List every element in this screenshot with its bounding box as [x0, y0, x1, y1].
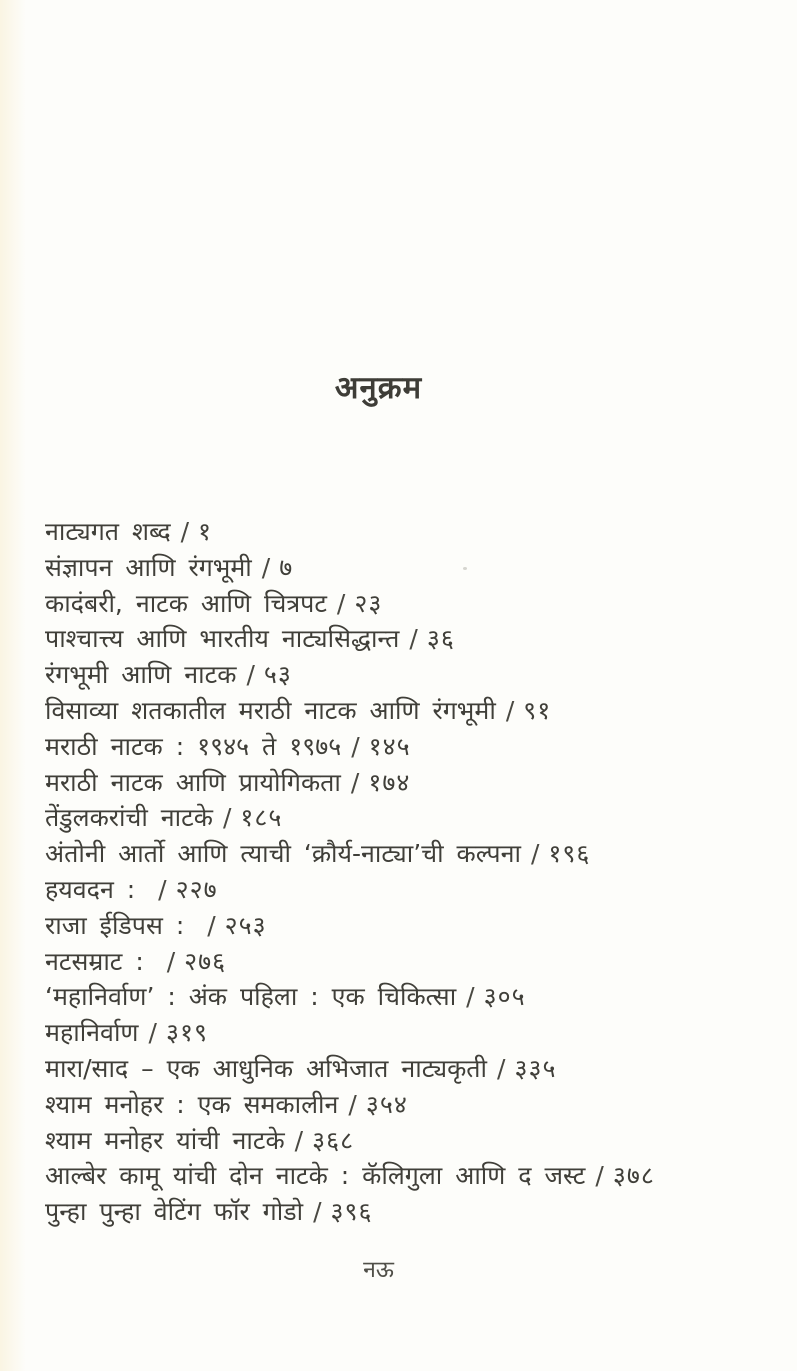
toc-entry [45, 693, 767, 729]
toc-entry-separator: / [180, 517, 190, 546]
toc-entry-separator: / [595, 1161, 604, 1191]
toc-entry [45, 1015, 767, 1051]
toc-entry-label: श्याम मनोहर : एक समकालीन [45, 1089, 339, 1119]
toc-entry [45, 621, 767, 657]
toc-entry-separator: / [336, 588, 346, 618]
toc-entry-separator: / [530, 839, 540, 869]
toc-entry-label: आल्बेर कामू यांची दोन नाटके : कॅलिगुला आणि द जस्ट [45, 1161, 586, 1191]
toc-entry-separator: / [348, 1089, 357, 1119]
toc-entry-page-number: ३०५ [483, 982, 526, 1012]
scan-speck [463, 567, 467, 570]
toc-entry-label: ‘महानिर्वाण’ : अंक पहिला : एक चिकित्सा [45, 982, 457, 1012]
toc-entry-page-number: २५३ [224, 910, 267, 940]
toc-entry-label: संज्ञापन आणि रंगभूमी [45, 552, 252, 582]
page-title: अनुक्रम [334, 370, 423, 406]
toc-entry [45, 514, 767, 550]
toc-entry [45, 872, 767, 908]
toc-entry-label: तेंडुलकरांची नाटके [45, 803, 213, 833]
toc-entry-page-number: ३१९ [165, 1018, 208, 1048]
toc-entry-separator: / [351, 731, 360, 761]
toc-entry-separator: / [166, 946, 176, 976]
toc-entry-separator: / [246, 660, 255, 690]
page-number-footer: नऊ [363, 1257, 394, 1283]
toc-entry-separator: / [350, 767, 360, 797]
toc-entry-separator: / [148, 1018, 157, 1048]
toc-entry-label: मराठी नाटक आणि प्रायोगिकता [45, 767, 341, 797]
toc-entry-label: विसाव्या शतकातील मराठी नाटक आणि रंगभूमी [45, 695, 496, 725]
toc-entry-page-number: २२७ [175, 874, 218, 904]
toc-entry-separator: / [466, 982, 475, 1012]
toc-entry-page-number: ३६८ [312, 1125, 355, 1155]
toc-entry-label: महानिर्वाण [45, 1018, 139, 1048]
toc-entry-page-number: २७६ [184, 946, 227, 976]
toc-entry-label: राजा ईडिपस : [45, 910, 198, 940]
toc-entry [45, 979, 767, 1015]
toc-entry [45, 1123, 767, 1159]
toc-entry-page-number: ७ [279, 552, 294, 582]
toc-entry [45, 800, 767, 836]
toc-entry [45, 1158, 767, 1194]
toc-entry-label: रंगभूमी आणि नाटक [45, 660, 237, 690]
toc-entry-label: नटसम्राट : [45, 946, 157, 976]
toc-entry-separator: / [409, 624, 418, 654]
toc-entry-label: पाश्चात्त्य आणि भारतीय नाट्यसिद्धान्त [45, 624, 400, 654]
toc-entry-separator: / [294, 1125, 304, 1155]
toc-entry-separator: / [222, 803, 232, 833]
toc-entry [45, 1194, 767, 1230]
toc-entry-label: नाट्यगत शब्द [45, 517, 171, 546]
toc-entry-page-number: ३७८ [612, 1161, 655, 1191]
toc-entry-page-number: १७४ [368, 767, 411, 797]
toc-entry-page-number: ९१ [523, 695, 552, 725]
toc-entry-separator: / [313, 1197, 322, 1227]
toc-entry-separator: / [505, 695, 515, 725]
toc-entry [45, 657, 767, 693]
toc-entry [45, 908, 767, 944]
toc-entry-label: कादंबरी, नाटक आणि चित्रपट [45, 588, 327, 618]
toc-entry-label: हयवदन : [45, 874, 149, 904]
toc-entry-label: श्याम मनोहर यांची नाटके [45, 1125, 285, 1155]
toc-entry [45, 550, 767, 586]
toc-entry [45, 586, 767, 622]
toc-entry-page-number: १८५ [240, 803, 283, 833]
toc-entry [45, 836, 767, 872]
toc-entry-page-number: १९६ [548, 839, 591, 869]
toc-entry [45, 1051, 767, 1087]
toc-entry [45, 944, 767, 980]
toc-entry-page-number: ३५४ [365, 1089, 408, 1119]
toc-entry-label: अंतोनी आर्तो आणि त्याची ‘क्रौर्य-नाट्या’ची कल्पना [45, 839, 521, 869]
toc-entry [45, 1087, 767, 1123]
toc-entry-separator: / [158, 874, 167, 904]
toc-entry-page-number: ३६ [426, 624, 455, 654]
toc-entry-page-number: १ [198, 517, 213, 546]
toc-entry [45, 729, 767, 765]
toc-entry-label: पुन्हा पुन्हा वेटिंग फॉर गोडो [45, 1197, 304, 1227]
toc-entry-separator: / [207, 910, 216, 940]
toc-entry-label: मारा/साद – एक आधुनिक अभिजात नाट्यकृती [45, 1053, 488, 1083]
toc-entry-page-number: ३९६ [330, 1197, 373, 1227]
toc-entry-separator: / [261, 552, 271, 582]
toc-entry-page-number: २३ [354, 588, 383, 618]
toc-entry-page-number: १४५ [368, 731, 411, 761]
toc-list [45, 514, 767, 1230]
toc-entry [45, 765, 767, 801]
toc-entry-page-number: ३३५ [514, 1053, 557, 1083]
toc-entry-separator: / [497, 1053, 506, 1083]
toc-entry-page-number: ५३ [263, 660, 292, 690]
toc-entry-label: मराठी नाटक : १९४५ ते १९७५ [45, 731, 342, 761]
